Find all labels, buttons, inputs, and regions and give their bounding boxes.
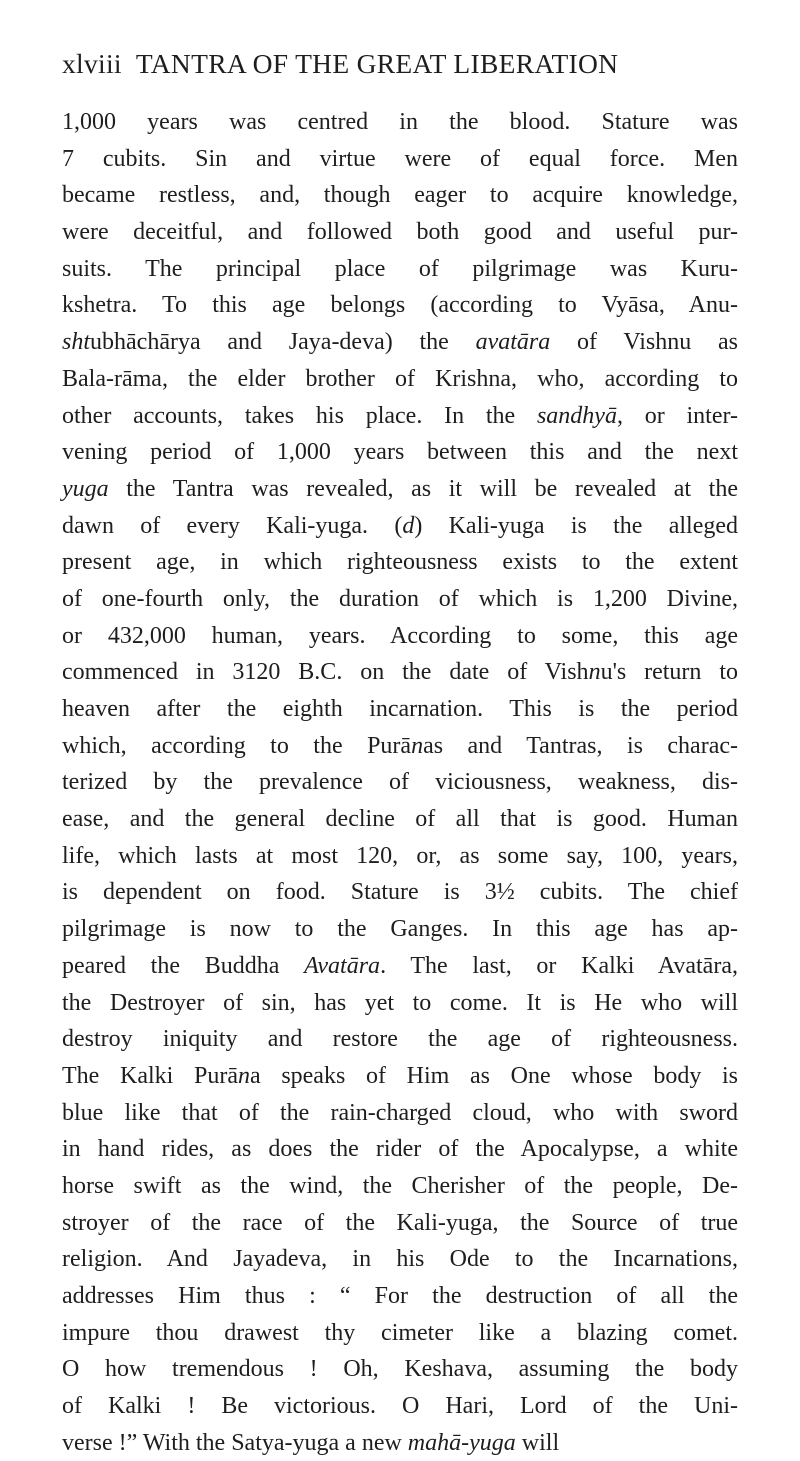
text-run: of one-fourth only, the duration of which is 1,200 Divine, — [62, 585, 738, 612]
italic-run: n — [411, 732, 424, 759]
text-line — [62, 1425, 738, 1461]
text-line — [62, 1168, 738, 1205]
text-line — [62, 948, 738, 985]
text-run: is dependent on food. Stature is 3½ cubits. The chief — [62, 879, 738, 906]
italic-run: n — [588, 659, 601, 686]
text-run: ease, and the general decline of all that is good. Human — [62, 806, 738, 833]
text-line — [62, 104, 738, 141]
text-line — [62, 911, 738, 948]
text-run: a speaks of Him as One whose body is — [249, 1062, 739, 1089]
text-line — [62, 1131, 738, 1168]
text-run: the Tantra was revealed, as it will be revealed at the — [108, 475, 738, 502]
text-run: The Kalki Purā — [62, 1062, 238, 1089]
text-run: destroy iniquity and restore the age of righteousness. — [62, 1026, 738, 1053]
text-run: vening period of 1,000 years between this and the next — [62, 439, 738, 466]
text-line — [62, 1388, 738, 1425]
text-line — [62, 177, 738, 214]
text-run: dawn of every Kali-yuga. ( — [62, 512, 403, 539]
text-line — [62, 287, 738, 324]
running-header — [62, 44, 742, 84]
text-run: Bala-rāma, the elder brother of Krishna, who, according to — [62, 365, 738, 392]
text-line — [62, 361, 738, 398]
text-line — [62, 581, 738, 618]
text-line — [62, 508, 738, 545]
text-line — [62, 654, 738, 691]
text-run: were deceitful, and followed both good and useful pur- — [62, 219, 738, 246]
text-line — [62, 434, 738, 471]
text-run: etra. To this age belongs (according to Vyāsa, Anu- — [95, 292, 738, 319]
italic-run: yuga — [62, 475, 109, 502]
text-line — [62, 214, 738, 251]
italic-run: d — [402, 512, 415, 539]
running-title: TANTRA OF THE GREAT LIBERATION — [135, 48, 619, 79]
italic-run: sht — [62, 329, 91, 356]
text-run: ksh — [62, 292, 96, 319]
body-text — [62, 104, 738, 1461]
text-line — [62, 874, 738, 911]
italic-run: sandhyā — [536, 402, 617, 429]
text-run: of Kalki ! Be victorious. O Hari, Lord of the Uni- — [62, 1393, 738, 1420]
text-run: terized by the prevalence of viciousness, weakness, dis- — [62, 769, 738, 796]
text-run: present age, in which righteousness exists to the extent — [62, 549, 738, 576]
text-run: ubhāchārya and Jaya-deva) the — [90, 329, 476, 356]
text-line — [62, 985, 738, 1022]
text-run: blue like that of the rain-charged cloud, who with sword — [62, 1099, 738, 1126]
text-run: impure thou drawest thy cimeter like a blazing comet. — [62, 1319, 738, 1346]
text-line — [62, 1278, 738, 1315]
text-line — [62, 691, 738, 728]
italic-run: mahā-yuga — [407, 1429, 516, 1456]
text-line — [62, 1315, 738, 1352]
text-line — [62, 141, 738, 178]
text-run: O how tremendous ! Oh, Keshava, assuming the body — [62, 1356, 738, 1383]
text-line — [62, 1058, 738, 1095]
italic-run: avatāra — [475, 329, 551, 356]
text-line — [62, 544, 738, 581]
text-line — [62, 398, 738, 435]
text-run: religion. And Jayadeva, in his Ode to the Incarnations, — [62, 1246, 738, 1273]
text-line — [62, 764, 738, 801]
text-run: 1,000 years was centred in the blood. Stature was — [62, 109, 738, 135]
page-number: xlviii — [62, 48, 122, 79]
italic-run: Avatāra — [304, 952, 381, 979]
text-run: other accounts, takes his place. In the — [62, 402, 537, 429]
text-line — [62, 1241, 738, 1278]
text-line — [62, 1095, 738, 1132]
text-line — [62, 838, 738, 875]
text-line — [62, 728, 738, 765]
text-line — [62, 618, 738, 655]
text-run: horse swift as the wind, the Cherisher of the people, De- — [62, 1172, 738, 1199]
text-run: commenced in 3120 B.C. on the date of Vish — [62, 659, 589, 686]
text-run: pilgrimage is now to the Ganges. In this age has ap- — [62, 916, 738, 943]
text-run: 7 cubits. Sin and virtue were of equal force. Men — [62, 145, 738, 172]
text-line — [62, 1021, 738, 1058]
text-line — [62, 471, 738, 508]
text-line — [62, 801, 738, 838]
text-run: suits. The principal place of pilgrimage was Kuru- — [62, 255, 738, 282]
text-run: u's return to — [600, 659, 738, 686]
text-run: as and Tantras, is charac- — [423, 732, 738, 759]
text-run: , or inter- — [616, 402, 739, 429]
text-run: in hand rides, as does the rider of the Apocalypse, a white — [62, 1136, 738, 1163]
text-run: ) Kali-yuga is the alleged — [414, 512, 738, 539]
text-run: stroyer of the race of the Kali-yuga, the Source of true — [62, 1209, 738, 1236]
text-run: of Vishnu as — [550, 329, 738, 356]
text-run: the Destroyer of sin, has yet to come. It is He who will — [62, 989, 738, 1016]
text-run: or 432,000 human, years. According to some, this age — [62, 622, 738, 649]
text-run: life, which lasts at most 120, or, as some say, 100, years, — [62, 842, 738, 869]
text-run: will — [515, 1429, 560, 1456]
italic-run: n — [237, 1062, 250, 1089]
text-line — [62, 251, 738, 288]
text-run: became restless, and, though eager to acquire knowledge, — [62, 182, 738, 209]
text-run: heaven after the eighth incarnation. This is the period — [62, 696, 738, 722]
text-run: which, according to the Purā — [62, 732, 412, 759]
text-run: . The last, or Kalki Avatāra, — [380, 952, 738, 979]
text-run: verse !” With the Satya-yuga a new — [62, 1429, 408, 1456]
text-run: peared the Buddha — [62, 952, 305, 979]
text-run: addresses Him thus : “ For the destruction of all the — [62, 1283, 738, 1309]
text-line — [62, 324, 738, 361]
text-line — [62, 1205, 738, 1242]
